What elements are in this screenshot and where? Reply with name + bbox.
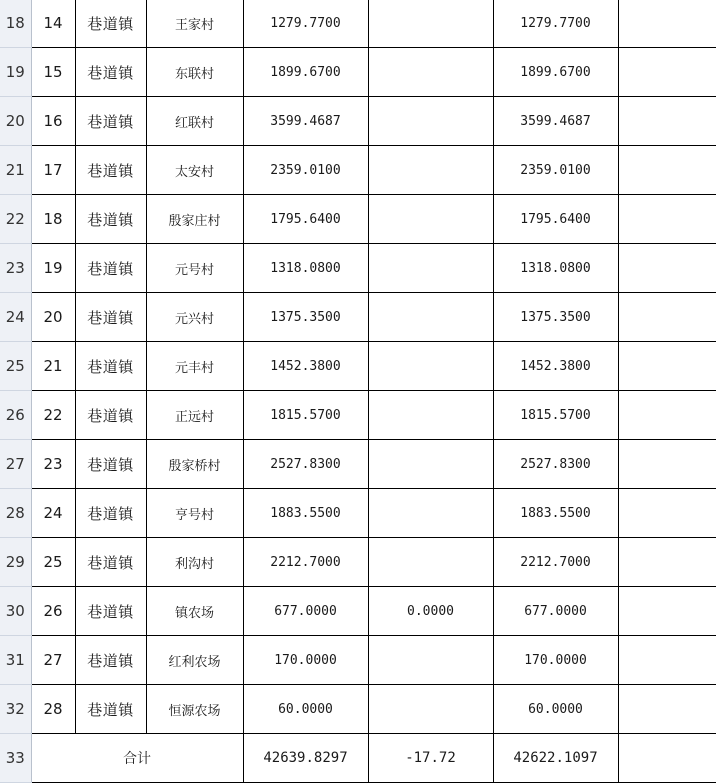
table-row	[0, 97, 716, 146]
value-b-cell[interactable]	[368, 195, 493, 244]
town-cell[interactable]: 巷道镇	[75, 538, 146, 587]
village-cell[interactable]: 镇农场	[146, 587, 243, 636]
town-cell[interactable]: 巷道镇	[75, 636, 146, 685]
total-value-d-cell[interactable]	[618, 734, 716, 783]
total-value-c-cell[interactable]: 42622.1097	[493, 734, 618, 783]
value-d-cell[interactable]	[618, 97, 716, 146]
village-cell[interactable]: 东联村	[146, 48, 243, 97]
value-b-cell[interactable]	[368, 293, 493, 342]
sequence-cell[interactable]: 27	[31, 636, 75, 685]
village-cell[interactable]: 恒源农场	[146, 685, 243, 734]
row-number-header[interactable]: 33	[0, 734, 31, 783]
total-row	[0, 734, 716, 783]
sequence-cell[interactable]: 24	[31, 489, 75, 538]
town-cell[interactable]: 巷道镇	[75, 195, 146, 244]
value-d-cell[interactable]	[618, 685, 716, 734]
value-d-cell[interactable]	[618, 342, 716, 391]
value-b-cell[interactable]	[368, 636, 493, 685]
table-row	[0, 587, 716, 636]
value-d-cell[interactable]	[618, 195, 716, 244]
value-c-cell[interactable]: 1883.5500	[493, 489, 618, 538]
town-cell[interactable]: 巷道镇	[75, 587, 146, 636]
table-row	[0, 0, 716, 48]
value-d-cell[interactable]	[618, 391, 716, 440]
sequence-cell[interactable]: 15	[31, 48, 75, 97]
value-a-cell[interactable]: 677.0000	[243, 587, 368, 636]
row-number-header[interactable]: 31	[0, 636, 31, 685]
sequence-cell[interactable]: 22	[31, 391, 75, 440]
town-cell[interactable]: 巷道镇	[75, 391, 146, 440]
row-number-header[interactable]: 28	[0, 489, 31, 538]
value-a-cell[interactable]: 2212.7000	[243, 538, 368, 587]
village-cell[interactable]: 元丰村	[146, 342, 243, 391]
value-d-cell[interactable]	[618, 0, 716, 48]
value-a-cell[interactable]: 60.0000	[243, 685, 368, 734]
value-a-cell[interactable]: 1318.0800	[243, 244, 368, 293]
town-cell[interactable]: 巷道镇	[75, 489, 146, 538]
value-b-cell[interactable]	[368, 489, 493, 538]
value-d-cell[interactable]	[618, 636, 716, 685]
value-b-cell[interactable]	[368, 0, 493, 48]
village-cell[interactable]: 红联村	[146, 97, 243, 146]
sequence-cell[interactable]: 18	[31, 195, 75, 244]
sequence-cell[interactable]: 17	[31, 146, 75, 195]
row-number-header[interactable]: 25	[0, 342, 31, 391]
value-d-cell[interactable]	[618, 146, 716, 195]
value-b-cell[interactable]	[368, 685, 493, 734]
value-a-cell[interactable]: 1795.6400	[243, 195, 368, 244]
value-b-cell[interactable]	[368, 146, 493, 195]
row-number-header[interactable]: 21	[0, 146, 31, 195]
row-number-header[interactable]: 32	[0, 685, 31, 734]
sequence-cell[interactable]: 23	[31, 440, 75, 489]
village-cell[interactable]: 元号村	[146, 244, 243, 293]
table-row	[0, 146, 716, 195]
row-number-header[interactable]: 30	[0, 587, 31, 636]
village-cell[interactable]: 亨号村	[146, 489, 243, 538]
total-value-b-cell[interactable]: -17.72	[368, 734, 493, 783]
town-cell[interactable]: 巷道镇	[75, 244, 146, 293]
row-number-header[interactable]: 27	[0, 440, 31, 489]
table-row	[0, 195, 716, 244]
sequence-cell[interactable]: 28	[31, 685, 75, 734]
row-number-header[interactable]: 22	[0, 195, 31, 244]
value-a-cell[interactable]: 1279.7700	[243, 0, 368, 48]
table-row	[0, 244, 716, 293]
sequence-cell[interactable]: 19	[31, 244, 75, 293]
value-b-cell[interactable]	[368, 48, 493, 97]
village-cell[interactable]: 王家村	[146, 0, 243, 48]
value-c-cell[interactable]: 1795.6400	[493, 195, 618, 244]
town-cell[interactable]: 巷道镇	[75, 97, 146, 146]
total-label-cell[interactable]: 合计	[31, 734, 243, 783]
town-cell[interactable]: 巷道镇	[75, 685, 146, 734]
value-d-cell[interactable]	[618, 489, 716, 538]
value-b-cell[interactable]	[368, 538, 493, 587]
table-row	[0, 48, 716, 97]
sequence-cell[interactable]: 21	[31, 342, 75, 391]
town-cell[interactable]: 巷道镇	[75, 440, 146, 489]
sequence-cell[interactable]: 14	[31, 0, 75, 48]
row-number-header[interactable]: 19	[0, 48, 31, 97]
town-cell[interactable]: 巷道镇	[75, 342, 146, 391]
value-c-cell[interactable]: 60.0000	[493, 685, 618, 734]
value-c-cell[interactable]: 1279.7700	[493, 0, 618, 48]
sequence-cell[interactable]: 20	[31, 293, 75, 342]
total-value-a-cell[interactable]: 42639.8297	[243, 734, 368, 783]
town-cell[interactable]: 巷道镇	[75, 293, 146, 342]
value-d-cell[interactable]	[618, 244, 716, 293]
value-a-cell[interactable]: 1899.6700	[243, 48, 368, 97]
value-c-cell[interactable]: 170.0000	[493, 636, 618, 685]
value-c-cell[interactable]: 1318.0800	[493, 244, 618, 293]
value-a-cell[interactable]: 1452.3800	[243, 342, 368, 391]
value-d-cell[interactable]	[618, 293, 716, 342]
village-cell[interactable]: 殷家庄村	[146, 195, 243, 244]
table-row	[0, 636, 716, 685]
value-d-cell[interactable]	[618, 440, 716, 489]
value-d-cell[interactable]	[618, 48, 716, 97]
village-cell[interactable]: 红利农场	[146, 636, 243, 685]
table-row	[0, 391, 716, 440]
value-b-cell[interactable]	[368, 244, 493, 293]
table-row	[0, 342, 716, 391]
sequence-cell[interactable]: 25	[31, 538, 75, 587]
village-cell[interactable]: 殷家桥村	[146, 440, 243, 489]
table-row	[0, 538, 716, 587]
row-number-header[interactable]: 26	[0, 391, 31, 440]
table-row	[0, 293, 716, 342]
table-row	[0, 440, 716, 489]
value-d-cell[interactable]	[618, 587, 716, 636]
row-number-header[interactable]: 20	[0, 97, 31, 146]
value-a-cell[interactable]: 1375.3500	[243, 293, 368, 342]
village-cell[interactable]: 元兴村	[146, 293, 243, 342]
village-cell[interactable]: 利沟村	[146, 538, 243, 587]
value-b-cell[interactable]	[368, 440, 493, 489]
value-a-cell[interactable]: 1883.5500	[243, 489, 368, 538]
value-a-cell[interactable]: 2359.0100	[243, 146, 368, 195]
value-a-cell[interactable]: 3599.4687	[243, 97, 368, 146]
table-row	[0, 489, 716, 538]
sequence-cell[interactable]: 16	[31, 97, 75, 146]
value-c-cell[interactable]: 1899.6700	[493, 48, 618, 97]
value-c-cell[interactable]: 2359.0100	[493, 146, 618, 195]
value-b-cell[interactable]	[368, 97, 493, 146]
value-c-cell[interactable]: 2212.7000	[493, 538, 618, 587]
row-number-header[interactable]: 18	[0, 0, 31, 48]
value-a-cell[interactable]: 1815.5700	[243, 391, 368, 440]
village-cell[interactable]: 正远村	[146, 391, 243, 440]
value-a-cell[interactable]: 170.0000	[243, 636, 368, 685]
town-cell[interactable]: 巷道镇	[75, 0, 146, 48]
value-b-cell[interactable]	[368, 342, 493, 391]
value-b-cell[interactable]: 0.0000	[368, 587, 493, 636]
town-cell[interactable]: 巷道镇	[75, 146, 146, 195]
row-number-header[interactable]: 23	[0, 244, 31, 293]
value-c-cell[interactable]: 677.0000	[493, 587, 618, 636]
table-row	[0, 685, 716, 734]
row-number-header[interactable]: 29	[0, 538, 31, 587]
value-c-cell[interactable]: 1452.3800	[493, 342, 618, 391]
value-c-cell[interactable]: 2527.8300	[493, 440, 618, 489]
value-c-cell[interactable]: 1375.3500	[493, 293, 618, 342]
value-d-cell[interactable]	[618, 538, 716, 587]
sequence-cell[interactable]: 26	[31, 587, 75, 636]
town-cell[interactable]: 巷道镇	[75, 48, 146, 97]
value-b-cell[interactable]	[368, 391, 493, 440]
value-c-cell[interactable]: 1815.5700	[493, 391, 618, 440]
village-cell[interactable]: 太安村	[146, 146, 243, 195]
row-number-header[interactable]: 24	[0, 293, 31, 342]
value-c-cell[interactable]: 3599.4687	[493, 97, 618, 146]
value-a-cell[interactable]: 2527.8300	[243, 440, 368, 489]
